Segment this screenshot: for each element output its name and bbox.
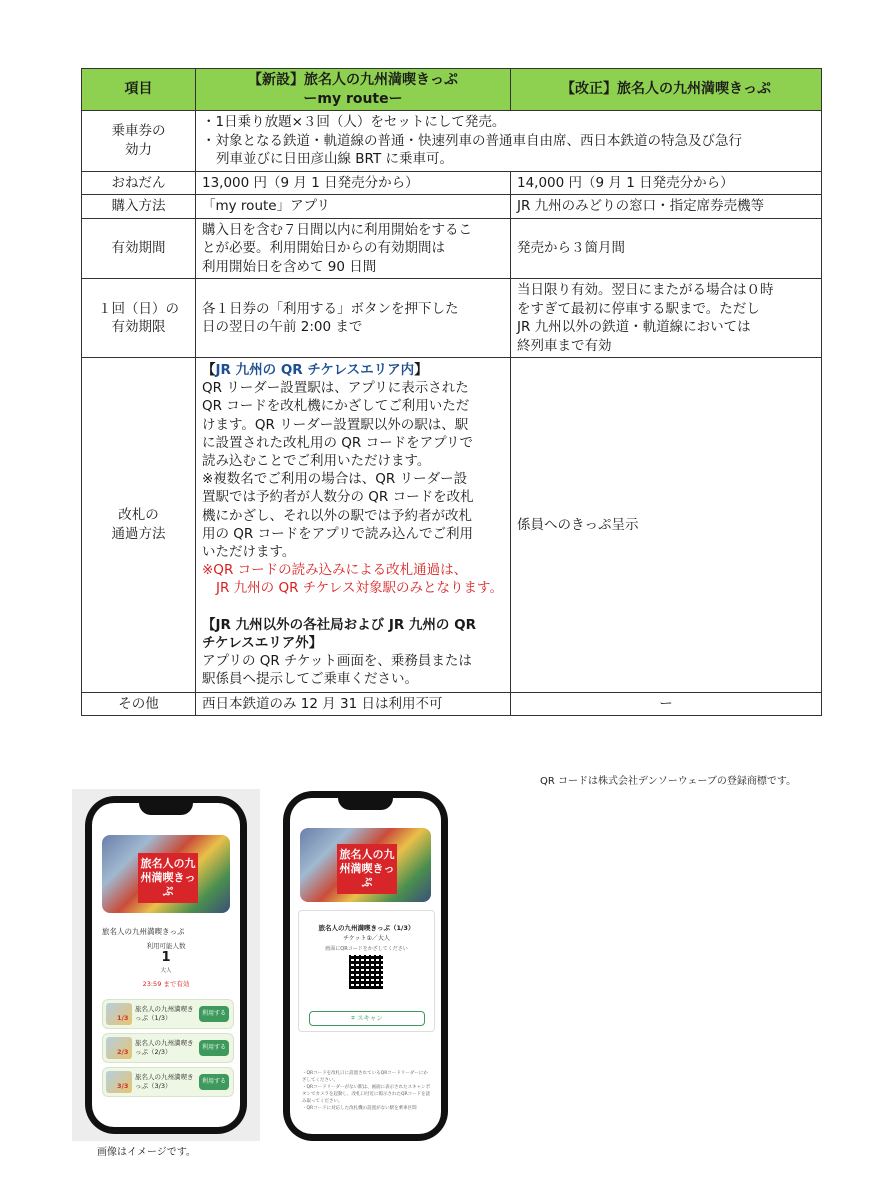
phone2-qr-caption: 画面にQRコードをかざしてください — [325, 946, 408, 952]
ticket-item[interactable] — [102, 999, 234, 1029]
use-ticket-button[interactable]: 利用する — [199, 1040, 229, 1056]
phone1-ticket-name: 旅名人の九州満喫きっぷ — [102, 927, 185, 936]
bracket: 】 — [414, 362, 428, 378]
use-ticket-button[interactable]: 利用する — [199, 1006, 229, 1022]
ticket-number: 1/3 — [117, 1014, 129, 1022]
row-purchase — [82, 195, 822, 219]
scan-button[interactable] — [309, 1011, 425, 1026]
ticket-item[interactable] — [102, 1067, 234, 1097]
row-daily — [82, 279, 822, 358]
row-gate — [82, 358, 822, 693]
label-line: 有効期限 — [111, 319, 166, 335]
comparison-table — [81, 68, 822, 716]
gate-line: QR コードを改札機にかざしてご利用いただ — [202, 398, 470, 415]
gate-warning: ※QR コードの読み込みによる改札通過は、 — [202, 562, 468, 579]
note-line: ・QRコードを改札口に設置されているQRコードリーダーにかざしてください。 — [302, 1071, 428, 1083]
ticket-number: 2/3 — [117, 1048, 129, 1056]
note-line: ・QRコードリーダーがない駅は、画面に表示されたスキャンボタンでカメラを起動し、改札口付近に掲示されたQRコードを読み取ってください。 — [302, 1085, 431, 1104]
scan-label: スキャン — [356, 1014, 383, 1022]
phone1-available-label: 利用可能人数 — [146, 942, 186, 950]
gate-line: アプリの QR チケット画面を、乗務員または — [202, 653, 472, 670]
gate-line: 読み込むことでご利用いただけます。 — [202, 453, 431, 470]
daily-old — [511, 279, 822, 358]
validity-old: 発売から３箇月間 — [511, 218, 822, 279]
row-label: その他 — [82, 692, 196, 716]
gate-line: 用の QR コードをアプリで読み込んでご利用 — [202, 525, 474, 542]
gate-heading-1 — [202, 362, 428, 378]
phone2-ticket-subtitle: チケット①／大人 — [343, 935, 390, 942]
gate-warning: JR 九州の QR チケレス対象駅のみとなります。 — [216, 580, 503, 597]
gate-new — [196, 358, 511, 693]
header-new-subtitle: ーmy routeー — [303, 90, 403, 107]
row-validity — [82, 218, 822, 279]
label-line: 通過方法 — [111, 525, 166, 542]
note-line: ・QRコードに対応した改札機の設置がない駅を乗車区間 — [302, 1106, 417, 1111]
row-label: 有効期間 — [82, 218, 196, 279]
label-line: １回（日）の — [98, 300, 179, 317]
header-row — [82, 69, 822, 111]
phone1-banner-image — [102, 835, 230, 913]
gate-line: ※複数名でご利用の場合は、QR リーダー設 — [202, 471, 468, 488]
phone1-count-unit: 大人 — [160, 968, 172, 974]
phone1-screen — [92, 803, 240, 1127]
row-other — [82, 692, 822, 716]
phone2-notch — [338, 798, 393, 810]
ticket-item[interactable] — [102, 1033, 234, 1063]
row-price — [82, 171, 822, 195]
gate-line: けます。QR リーダー設置駅以外の駅は、駅 — [202, 416, 469, 433]
phone2-banner-title: 旅名人の九州満喫きっぷ — [337, 844, 397, 894]
ticket-name: 旅名人の九州満喫きっぷ（2/3） — [135, 1039, 194, 1056]
gate-line: に設置された改札用の QR コードをアプリで — [202, 434, 474, 451]
scan-icon: ⌗ — [351, 1014, 357, 1022]
daily-new — [196, 279, 511, 358]
phone2-ticket-card — [298, 910, 435, 1032]
phone2-frame — [283, 791, 448, 1141]
gate-line: 駅係員へ提示してご乗車ください。 — [202, 671, 418, 688]
effect-line: ・1日乗り放題×３回（人）をセットにして発売。 — [202, 114, 506, 130]
use-ticket-button[interactable]: 利用する — [199, 1074, 229, 1090]
phone2-notes — [302, 1070, 432, 1112]
ticket-number: 3/3 — [117, 1082, 129, 1090]
other-new: 西日本鉄道のみ 12 月 31 日は利用不可 — [196, 692, 511, 716]
gate-area-title: JR 九州の QR チケレスエリア内 — [215, 362, 415, 378]
phone1-frame — [85, 796, 247, 1134]
header-old: 【改正】旅名人の九州満喫きっぷ — [511, 69, 822, 111]
validity-line: とが必要。利用開始日からの有効期間は — [202, 240, 445, 256]
validity-new — [196, 218, 511, 279]
phone1-count: 1 — [161, 950, 171, 965]
phone1-notch — [139, 803, 193, 815]
gate-heading-2: 【JR 九州以外の各社局および JR 九州の QR — [202, 616, 477, 633]
header-new — [196, 69, 511, 111]
daily-line: 各１日券の「利用する」ボタンを押下した — [202, 300, 459, 317]
row-label: 購入方法 — [82, 195, 196, 219]
daily-line: 終列車まで有効 — [517, 337, 612, 354]
price-old: 14,000 円（9 月 1 日発売分から） — [511, 171, 822, 195]
daily-line: JR 九州以外の鉄道・軌道線においては — [517, 319, 751, 335]
trademark-note: QR コードは株式会社デンソーウェーブの登録商標です。 — [540, 776, 797, 787]
price-new: 13,000 円（9 月 1 日発売分から） — [196, 171, 511, 195]
label-line: 改札の — [118, 507, 159, 524]
effect-cell — [196, 111, 822, 172]
row-label — [82, 279, 196, 358]
daily-line: 日の翌日の午前 2:00 まで — [202, 319, 363, 335]
other-old: ー — [511, 692, 822, 716]
qr-code — [349, 955, 383, 989]
daily-line: 当日限り有効。翌日にまたがる場合は０時 — [517, 282, 774, 298]
effect-line: ・対象となる鉄道・軌道線の普通・快速列車の普通車自由席、西日本鉄道の特急及び急行 — [202, 132, 742, 149]
phone2-screen — [290, 798, 441, 1134]
gate-old: 係員へのきっぷ呈示 — [511, 358, 822, 693]
validity-line: 購入日を含む７日間以内に利用開始をするこ — [202, 221, 472, 238]
row-label — [82, 111, 196, 172]
row-label — [82, 358, 196, 693]
phone2-ticket-title: 旅名人の九州満喫きっぷ（1/3） — [318, 924, 415, 932]
image-caption: 画像はイメージです。 — [97, 1147, 196, 1158]
ticket-name: 旅名人の九州満喫きっぷ（3/3） — [135, 1073, 194, 1090]
effect-line: 列車並びに日田彦山線 BRT に乗車可。 — [216, 151, 453, 167]
daily-line: をすぎて最初に停車する駅まで。ただし — [517, 300, 760, 317]
phone2-banner-image — [300, 828, 431, 902]
purchase-new: 「my route」アプリ — [196, 195, 511, 219]
phone1-banner-title: 旅名人の九州満喫きっぷ — [138, 853, 198, 903]
gate-line: 置駅では予約者が人数分の QR コードを改札 — [202, 489, 474, 506]
gate-line: QR リーダー設置駅は、アプリに表示された — [202, 380, 469, 397]
label-line: 乗車券の — [111, 123, 166, 140]
row-effect — [82, 111, 822, 172]
ticket-name: 旅名人の九州満喫きっぷ（1/3） — [135, 1005, 194, 1022]
validity-line: 利用開始日を含めて 90 日間 — [202, 258, 377, 275]
header-item: 項目 — [82, 69, 196, 111]
bracket: 【 — [202, 362, 216, 378]
purchase-old: JR 九州のみどりの窓口・指定席券売機等 — [511, 195, 822, 219]
row-label: おねだん — [82, 171, 196, 195]
gate-line: 機にかざし、それ以外の駅では予約者が改札 — [202, 507, 472, 524]
phone1-valid-until: 23:59 まで有効 — [142, 980, 190, 988]
gate-heading-2: チケレスエリア外】 — [202, 635, 323, 652]
header-new-title: 【新設】旅名人の九州満喫きっぷ — [248, 72, 458, 88]
gate-line: いただけます。 — [202, 544, 296, 561]
label-line: 効力 — [125, 141, 152, 158]
